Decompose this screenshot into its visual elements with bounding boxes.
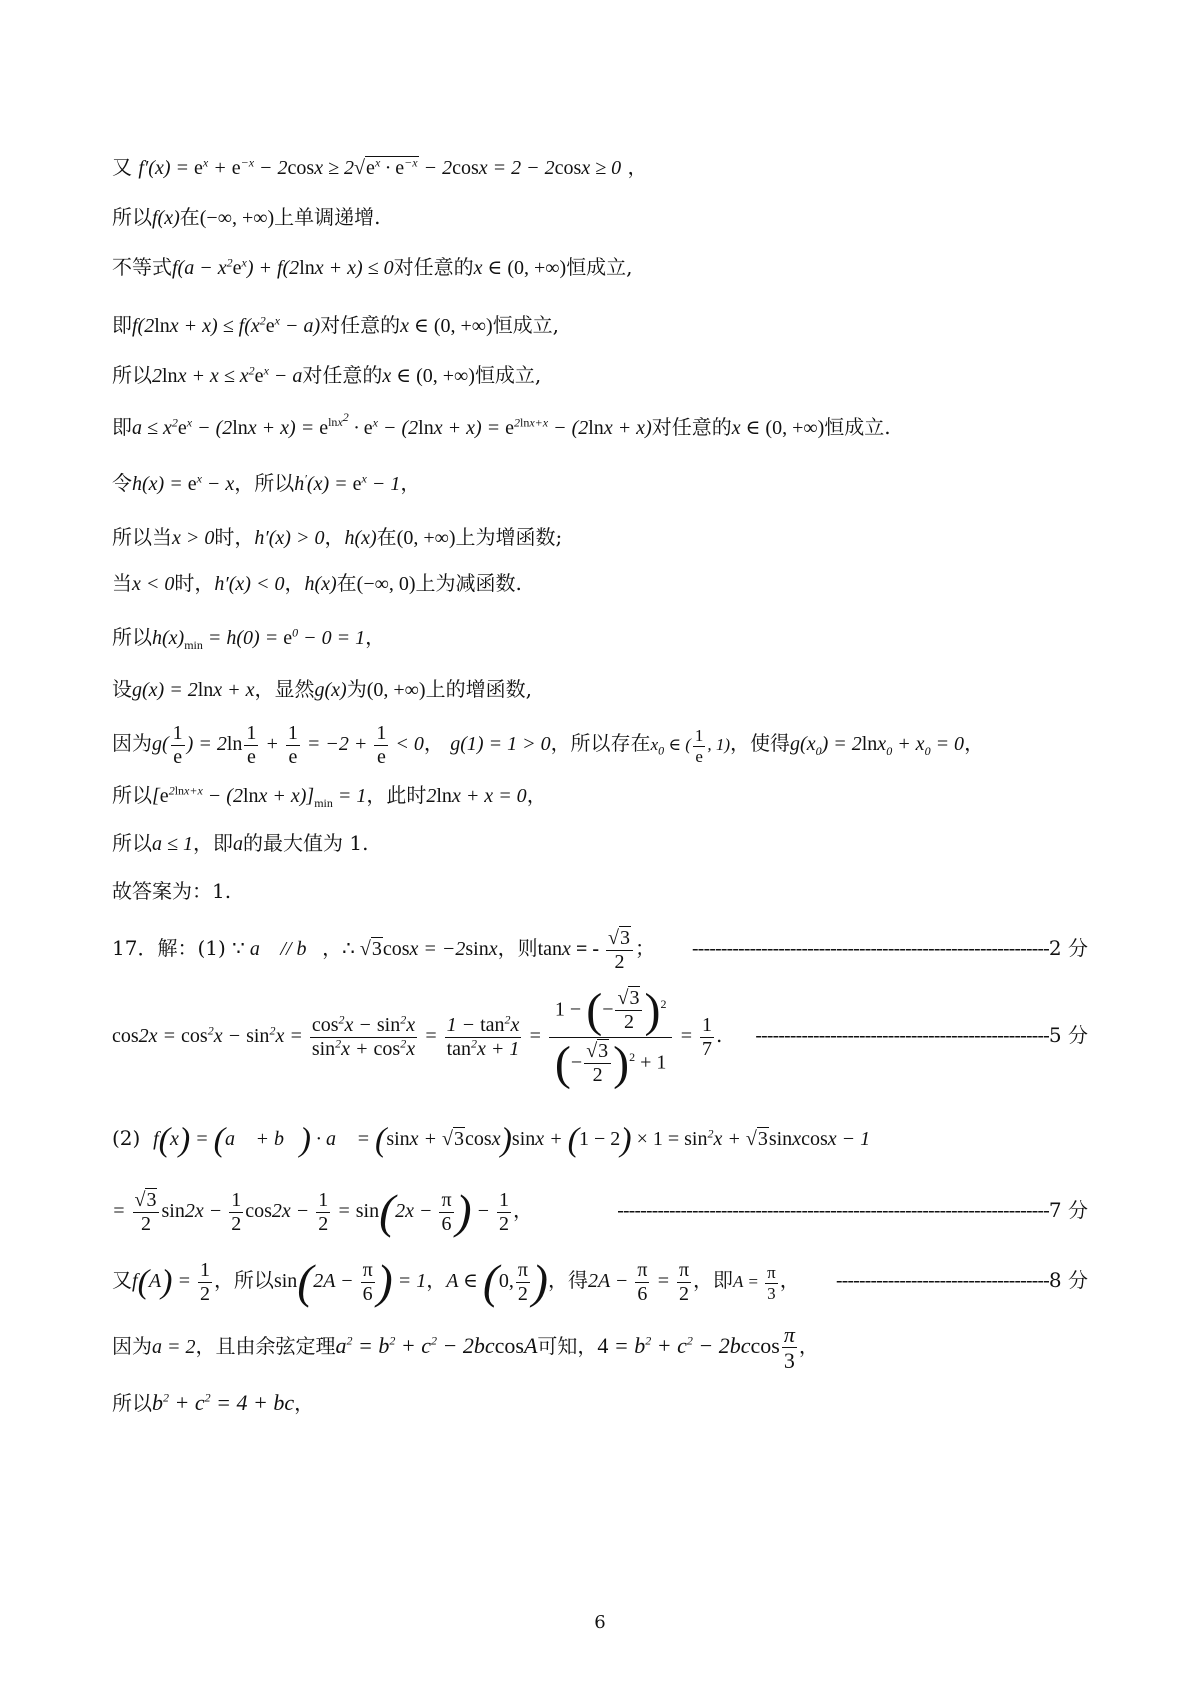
formula: A ∈ (0, $\frac{\pi}{2}$ ) [446, 1255, 548, 1309]
formula: tanx = - $\frac{√3}{2}$ [538, 938, 635, 960]
page-number: 6 [594, 1612, 606, 1633]
formula: x ∈ (0, +∞) [731, 417, 825, 439]
inequality-line: 不等式$f(a - x^2e^x) + f(2\ln x + x) \le 0$对任意的x ∈ (0, +∞)恒成立, [112, 255, 633, 279]
formula: g(x) = 2lnx + x [132, 679, 255, 701]
formula: $h(x) = e^x - x$ [132, 471, 235, 495]
formula: f(A) = $\frac{1}{2}$ [132, 1258, 210, 1305]
formula: $a \le x^2e^x - (2\ln x + x) = e^{lnx^2} \cdot e^x - (2\ln x + x) = e^{2lnx+x} - (2\ln x + x)$ [132, 410, 652, 439]
formula: x < 0 [132, 573, 175, 595]
formula: x ∈ (0, +∞) [400, 315, 493, 337]
problem-17-part2: (2) f(x) = (a⃗ + b⃗) · a⃗ = $(\sin x + √3\cos x)\sin x + (1 - 2) \times 1 = \sin^2x$ + √3sinxcosx − 1 [112, 1121, 871, 1159]
formula: $2\ln x + x \le x^2e^x - a$ [152, 363, 303, 387]
minimum-line: 所以$[e^{2lnx+x} - (2\ln x + x)]_{min} = 1$，此时2lnx + x = 0， [112, 783, 547, 810]
monotonic-line: 所以f(x)在(−∞, +∞)上单调递增. [112, 205, 381, 229]
formula: $f'(x) = e^x + e^{-x} - 2\cos x \ge 2√e^x \cdot e^{-x} - 2\cos x = 2 - 2\cos x \ge 0$ [138, 155, 622, 179]
formula: (−∞, 0) [356, 573, 416, 595]
minimum-line: 所以$h(x)_{min} = h(0) = e^0 - 0 = 1$， [112, 625, 386, 652]
formula: $\cos 2x = \cos^2x - \sin^2x$ = $\frac{\cos^2x - \sin^2x}{\sin^2x + \cos^2x}$ = $\frac{1 - \tan^2x}{\tan^2x + 1}$ = 1 − (− $\frac{√3}{2}$ )$^2$ (− $\frac{√3}{2}$ )$^2$ + 1 = $\frac{1}{7}$ [112, 983, 712, 1090]
score-marker: ---------------------------------------------------------------------------7 分 [617, 1198, 1088, 1222]
formula: $4 = b^2 + c^2 - 2bccos$ $\frac{\pi}{3}$ [597, 1322, 795, 1374]
existence-line: 因为g( $\frac{1}{e}$ ) = 2ln $\frac{1}{e}$ + $\frac{1}{e}$ = −2 + $\frac{1}{e}$ < 0， g(1) = 1 > 0，所以存在$x_0$ ∈ ( $\frac{1}{e}$ , 1)，使得$g(x_0) = 2\ln x_0 + x_0 = 0$， [112, 721, 985, 768]
simplification-line: = $\frac{√3}{2}$ sin2x − $\frac{1}{2}$ cos2x − $\frac{1}{2}$ = sin(2x − $\frac{\pi}{6}$ ) − $\frac{1}{2}$ ， [112, 1185, 534, 1239]
formula: (0, +∞) [396, 527, 456, 549]
definition-line: 设g(x) = 2lnx + x，显然g(x)为(0, +∞)上的增函数, [112, 677, 532, 701]
conclusion-line: 所以a ≤ 1，即a的最大值为 1. [112, 831, 369, 855]
angle-line: 又f(A) = $\frac{1}{2}$ ，所以sin(2A − $\frac{\pi}{6}$ ) = 1，A ∈ (0, $\frac{\pi}{2}$ )，得2A − $\frac{\pi}{6}$ = $\frac{\pi}{2}$ ，即A = $\frac{\pi}{3}$ ， [112, 1255, 800, 1309]
formula: (0, +∞) [366, 679, 426, 701]
formula: $h'(x) = e^x - 1$ [294, 471, 401, 495]
formula: $a^2 = b^2 + c^2 - 2bccosA$ [335, 1333, 538, 1358]
score-marker: -------------------------------------8 分 [835, 1268, 1088, 1292]
formula: a [232, 833, 243, 855]
problem-17-part1: 17．解：(1) ∵ a⃗ // b⃗，∴ √3cosx = −2sinx，则tanx = - $\frac{√3}{2}$ ； [112, 926, 655, 973]
formula: x ∈ (0, +∞) [382, 365, 475, 387]
score-marker: --------------------------------------------------------------2 分 [691, 936, 1088, 960]
formula: f(x) [152, 207, 180, 229]
formula: g( $\frac{1}{e}$ ) = 2ln $\frac{1}{e}$ + $\frac{1}{e}$ = −2 + $\frac{1}{e}$ < 0 [152, 721, 424, 768]
answer-line: 故答案为：1. [112, 879, 232, 903]
formula: $x_0$ ∈ ( $\frac{1}{e}$ , 1) [650, 726, 731, 766]
inequality-line: 即$a \le x^2e^x - (2\ln x + x) = e^{lnx^2} \cdot e^x - (2\ln x + x) = e^{2lnx+x} - (2\ln x + x)$对任意的x ∈ (0, +∞)恒成立. [112, 410, 891, 439]
analysis-line: 所以当x > 0时，h′(x) > 0，h(x)在(0, +∞)上为增函数; [112, 525, 563, 549]
formula: x ∈ (0, +∞) [473, 257, 567, 279]
result-line: 所以$b^2 + c^2 = 4$ + bc， [112, 1390, 315, 1415]
formula: sin(2A − $\frac{\pi}{6}$ ) = 1 [273, 1255, 427, 1309]
formula: g(x) [314, 679, 347, 701]
formula: $h(x)_{min} = h(0) = e^0 - 0 = 1$ [152, 625, 366, 652]
inequality-line: 即$f(2\ln x + x) \le f(x^2e^x - a)$对任意的x ∈ (0, +∞)恒成立, [112, 313, 560, 337]
formula: A = $\frac{\pi}{3}$ [733, 1263, 776, 1303]
formula: $[e^{2lnx+x} - (2\ln x + x)]_{min} = 1$ [152, 783, 367, 810]
formula: ∵ a⃗ // b⃗ [232, 938, 323, 960]
score-marker: ---------------------------------------------------5 分 [755, 1023, 1088, 1047]
analysis-line: 当x < 0时，h′(x) < 0，h(x)在(−∞, 0)上为减函数. [112, 571, 522, 595]
formula: a ≤ 1 [152, 833, 193, 855]
formula: $b^2 + c^2 = 4$ + bc [152, 1390, 295, 1415]
cos2x-derivation: $\cos 2x = \cos^2x - \sin^2x$ = $\frac{\cos^2x - \sin^2x}{\sin^2x + \cos^2x}$ = $\frac{1 - \tan^2x}{\tan^2x + 1}$ = 1 − (− $\frac{√3}{2}$ )$^2$ (− $\frac{√3}{2}$ )$^2$ + 1 = $\frac{1}{7}$ . [112, 983, 723, 1090]
formula: h(x) [304, 573, 337, 595]
formula: ∴ √3cosx = −2sinx [342, 938, 498, 960]
formula: $g(x_0) = 2\ln x_0 + x_0 = 0$ [790, 733, 965, 758]
formula: 2lnx + x = 0 [426, 785, 527, 807]
cosine-law-line: 因为a = 2，且由余弦定理$a^2 = b^2 + c^2 - 2bccosA$可知，$4 = b^2 + c^2 - 2bccos$ $\frac{\pi}{3}$ ， [112, 1322, 819, 1374]
formula: f(x) = (a⃗ + b⃗) · a⃗ = $(\sin x + √3\cos x)\sin x + (1 - 2) \times 1 = \sin^2x$ + √3sinxcosx − 1 [153, 1121, 871, 1159]
formula: h′(x) > 0 [254, 527, 325, 549]
inequality-line: 所以$2\ln x + x \le x^2e^x - a$对任意的x ∈ (0, +∞)恒成立, [112, 363, 542, 387]
formula: a = 2 [152, 1336, 196, 1358]
formula: g(1) = 1 > 0 [450, 733, 551, 755]
formula: x > 0 [172, 527, 215, 549]
definition-line: 令$h(x) = e^x - x$，所以$h'(x) = e^x - 1$， [112, 471, 421, 495]
formula: h′(x) < 0 [214, 573, 285, 595]
formula: $f(a - x^2e^x) + f(2\ln x + x) \le 0$ [172, 255, 394, 279]
formula: h(x) [344, 527, 377, 549]
formula: $f(2\ln x + x) \le f(x^2e^x - a)$ [132, 313, 321, 337]
formula: (−∞, +∞) [199, 207, 275, 229]
formula: = $\frac{√3}{2}$ sin2x − $\frac{1}{2}$ cos2x − $\frac{1}{2}$ = sin(2x − $\frac{\pi}{6}$ ) − $\frac{1}{2}$ [112, 1185, 510, 1239]
derivative-line: 又 $f'(x) = e^x + e^{-x} - 2\cos x \ge 2√e^x \cdot e^{-x} - 2\cos x = 2 - 2\cos x \ge 0$ ， [112, 155, 648, 179]
formula: 2A − $\frac{\pi}{6}$ = $\frac{\pi}{2}$ [587, 1258, 690, 1305]
